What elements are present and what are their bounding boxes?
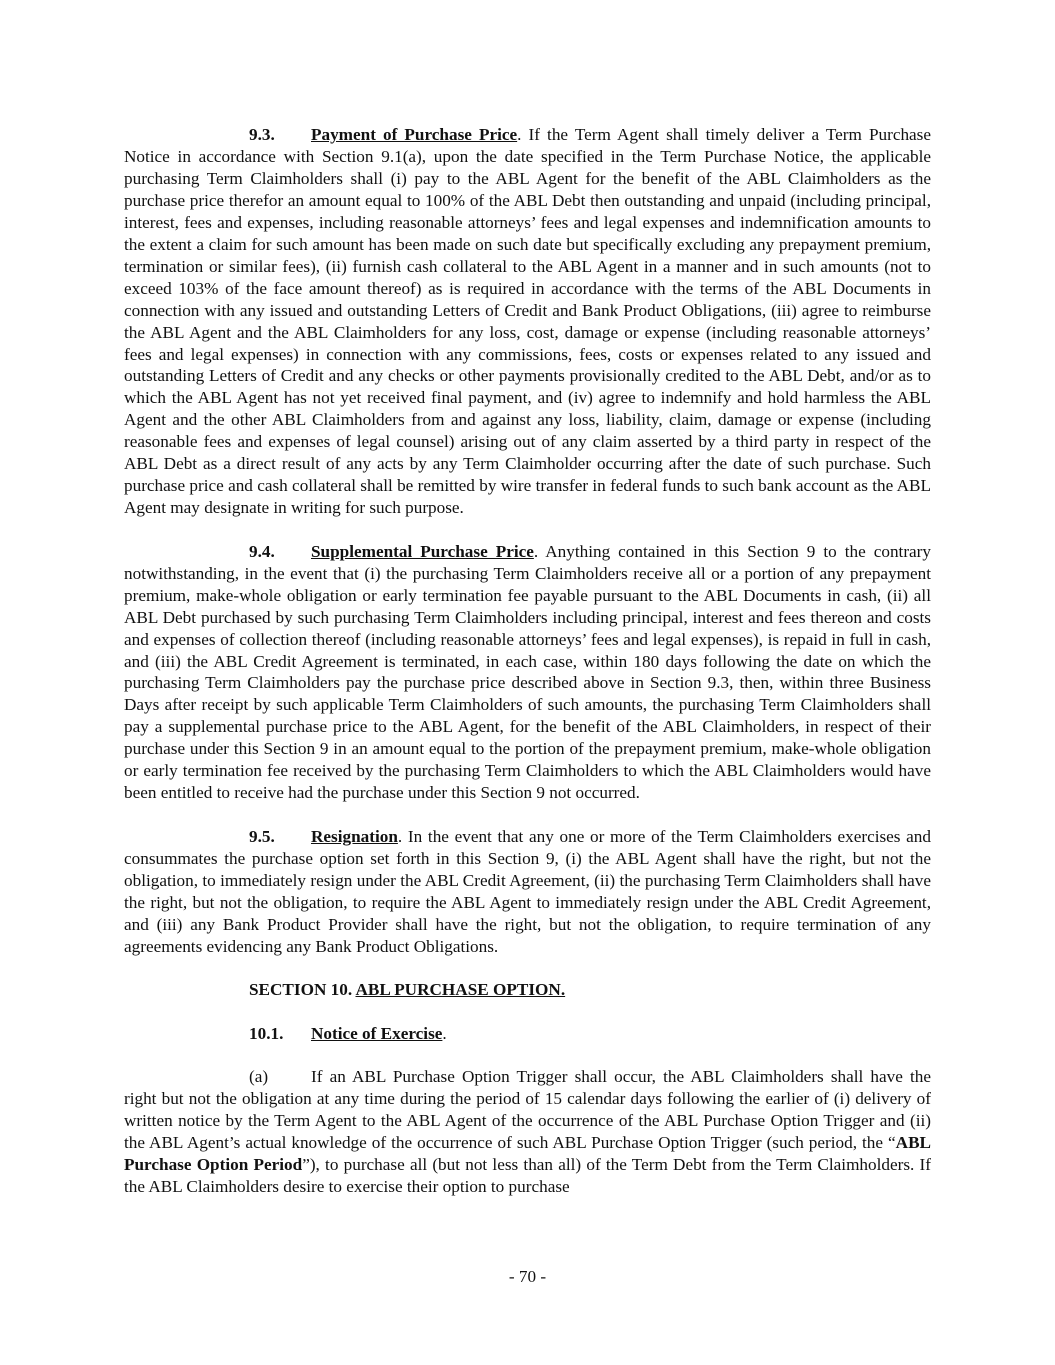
section-heading: Payment of Purchase Price	[311, 125, 518, 144]
section-text: . In the event that any one or more of the Term Claimholders exercises and consummates the purchase option set forth in this Section 9, (i) the ABL Agent shall have the right, but not the obligation, to immediately resign under the ABL Credit Agreement, (ii) the purchasing Term Claimholders shall have the right, but not the obligation, to require the ABL Agent to immediately resign under the ABL Credit Agreement, and (iii) any Bank Product Provider shall have the right, but not the obligation, to require termination of any agreements evidencing any Bank Product Obligations.	[124, 826, 931, 956]
section-10-heading	[249, 979, 931, 1001]
defined-term: ABL Purchase Option Period	[124, 1133, 931, 1174]
section-9-3-paragraph	[124, 124, 931, 519]
section-number: 9.4.	[249, 541, 275, 561]
section-text: . Anything contained in this Section 9 to the contrary notwithstanding, in the event that (i) the purchasing Term Claimholders receive all or a portion of any prepayment premium, make-whole obligation or early termination fee payable pursuant to the ABL Documents in cash, (ii) all ABL Debt purchased by such purchasing Term Claimholders including principal, interest and fees thereon and costs and expenses of collection thereof (including reasonable attorneys’ fees and legal expenses), is repaid in full in cash, and (iii) the ABL Credit Agreement is terminated, in each case, within 180 days following the date on which the purchasing Term Claimholders pay the purchase price described above in Section 9.3, then, within three Business Days after receipt by such applicable Term Claimholders of such amounts, the purchasing Term Claimholders shall pay a supplemental purchase price to the ABL Agent, for the benefit of the ABL Claimholders, in respect of their purchase under this Section 9 in an amount equal to the portion of the prepayment premium, make-whole obligation or early termination fee received by the purchasing Term Claimholders to which the ABL Claimholders would have been entitled to receive had the purchase under this Section 9 not occurred.	[124, 541, 931, 803]
section-title: ABL PURCHASE OPTION.	[355, 980, 566, 1000]
document-body	[124, 124, 931, 1198]
section-9-5-paragraph	[124, 826, 931, 958]
section-heading: Notice of Exercise	[311, 1023, 443, 1043]
section-number: 9.5.	[249, 826, 275, 846]
section-heading: Supplemental Purchase Price	[311, 541, 534, 561]
section-number: 10.1.	[249, 1023, 284, 1043]
section-heading-suffix: .	[442, 1023, 447, 1043]
section-9-4-paragraph	[124, 541, 931, 804]
page-number: - 70 -	[508, 1267, 547, 1286]
item-text-2: ”), to purchase all (but not less than all) of the Term Debt from the Term Claimholders. If the ABL Claimholders desire to exercise their option to purchase	[124, 1155, 931, 1196]
section-prefix: SECTION 10.	[249, 980, 356, 1000]
section-number: 9.3.	[249, 125, 275, 144]
section-10-1-a-paragraph	[124, 1066, 931, 1198]
section-heading: Resignation	[311, 826, 398, 846]
item-text-1: If an ABL Purchase Option Trigger shall occur, the ABL Claimholders shall have the right but not the obligation at any time during the period of 15 calendar days following the earlier of (i) delivery of written notice by the Term Agent to the ABL Agent of the occurrence of the ABL Purchase Option Trigger and (ii) the ABL Agent’s actual knowledge of the occurrence of such ABL Purchase Option Trigger (such period, the “	[124, 1067, 931, 1153]
item-label: (a)	[249, 1067, 269, 1087]
section-10-1-heading	[249, 1023, 931, 1045]
section-text: . If the Term Agent shall timely deliver a Term Purchase Notice in accordance with Section 9.1(a), upon the date specified in the Term Purchase Notice, the applicable purchasing Term Claimholders shall (i) pay to the ABL Agent for the benefit of the ABL Claimholders as the purchase price therefor an amount equal to 100% of the ABL Debt then outstanding and unpaid (including principal, interest, fees and expenses, including reasonable attorneys’ fees and legal expenses and indemnification amounts to the extent a claim for such amount has been made on such date but specifically excluding any prepayment premium, termination or similar fees), (ii) furnish cash collateral to the ABL Agent in a manner and in such amounts (not to exceed 103% of the face amount thereof) as is required in accordance with the terms of the ABL Documents in connection with any issued and outstanding Letters of Credit and Bank Product Obligations, (iii) agree to reimburse the ABL Agent and the ABL Claimholders for any loss, cost, damage or expense (including reasonable attorneys’ fees and legal expenses) in connection with any commissions, fees, costs or expenses related to any issued and outstanding Letters of Credit and any checks or other payments provisionally credited to the ABL Debt, and/or as to which the ABL Agent has not yet received final payment, and (iv) agree to indemnify and hold harmless the ABL Agent and the other ABL Claimholders from and against any loss, liability, claim, damage or expense (including reasonable fees and expenses of legal counsel) arising out of any claim asserted by a third party in respect of the ABL Debt as a direct result of any acts by any Term Claimholder occurring after the date of such purchase. Such purchase price and cash collateral shall be remitted by wire transfer in federal funds to such bank account as the ABL Agent may designate in writing for such purpose.	[124, 125, 932, 518]
